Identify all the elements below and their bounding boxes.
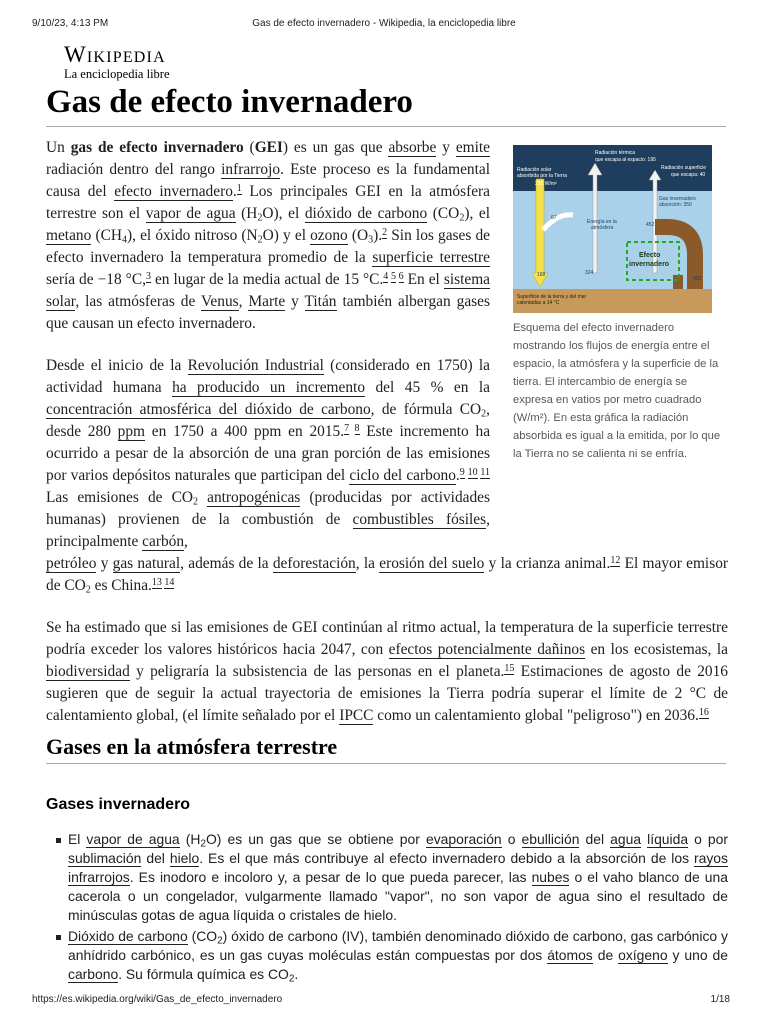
ref-6[interactable]: 6 [398,271,404,282]
link-hielo[interactable]: hielo [169,850,200,866]
ref-5[interactable]: 5 [390,271,396,282]
print-datetime: 9/10/23, 4:13 PM [32,18,109,29]
diagram-label-efecto1: Efecto [639,252,661,259]
diagram-label-suelo2: calentadas a 14 °C [517,300,560,306]
link-emite[interactable]: emite [455,139,490,156]
ref-2[interactable]: 2 [382,227,388,238]
diagram-label-energia1: Energía en la [587,219,617,225]
link-oxigeno[interactable]: oxígeno [618,947,668,963]
diagram-value-168: 168 [537,272,546,278]
ref-3[interactable]: 3 [145,271,151,282]
diagram-label-termica2: que escapa al espacio: 195 [595,157,656,163]
diagram-label-termica: Radiación térmica [595,150,636,156]
diagram-label-solar2: absorbida por la Tierra [517,173,568,179]
print-url: https://es.wikipedia.org/wiki/Gas_de_efecto_invernadero [32,994,283,1005]
link-carbon[interactable]: carbón [142,533,185,550]
link-metano[interactable]: metano [46,227,92,244]
link-ha-producido-un-incremento[interactable]: ha producido un incremento [172,379,366,396]
ref-4[interactable]: 4 [383,271,389,282]
link-petroleo[interactable]: petróleo [46,555,97,572]
link-venus[interactable]: Venus [201,293,239,310]
link-antropogenicas[interactable]: antropogénicas [207,489,301,506]
diagram-value-492: 492 [693,276,702,282]
ref-15[interactable]: 15 [504,663,515,674]
ref-10[interactable]: 10 [467,467,478,478]
link-evaporacion[interactable]: evaporación [425,831,502,847]
link-deforestacion[interactable]: deforestación [272,555,356,572]
link-gas-natural[interactable]: gas natural [112,555,181,572]
diagram-label-suelo1: Superficie de la tierra y del mar [517,294,587,300]
link-ebullicion[interactable]: ebullición [521,831,580,847]
figure-caption: Esquema del efecto invernadero mostrando los flujos de energía entre el espacio, la atmósfera y la superficie de la tierra. El intercambio de energía se expresa en vatios por metro cuadrado (W/m²). En esta gráfica la radiación absorbida es igual a la emitida, por lo que la Tierra no se calienta ni se enfría. [513,322,721,460]
diagram-label-superficie1: Radiación superficie [661,165,707,171]
link-sistema-solar[interactable]: sistema solar [46,271,490,310]
gases-list [46,830,728,984]
link-titan[interactable]: Titán [304,293,337,310]
ref-9[interactable]: 9 [459,467,465,478]
diagram-value-324: 324 [585,270,594,276]
link-rayos-infrarrojos[interactable]: rayos infrarrojos [68,850,728,885]
ref-8[interactable]: 8 [354,423,360,434]
diagram-label-gases1: Gas invernadero [659,196,696,202]
diagram-label-solar1: Radiación solar [517,167,552,173]
link-vapor-de-agua-2[interactable]: vapor de agua [86,831,180,847]
wikipedia-logo[interactable] [64,43,170,81]
diagram-label-solar3: 235 W/m² [535,181,557,187]
link-revolucion-industrial[interactable]: Revolución Industrial [187,357,324,374]
intro-paragraph-2-continued: petróleo y gas natural, además de la deforestación, la erosión del suelo y la crianza animal.$^{12}$ El mayor emisor de $CO_2$ es China.$^{13 14}$ [46,555,729,596]
print-page-number: 1/18 [710,994,730,1005]
intro-paragraph-2: Desde el inicio de la Revolución Industrial (considerado en 1750) la actividad humana ha producido un incremento del 45 % en la concentración atmosférica del dióxido de carbono, de fórmula $CO_2$, desde 280 ppm en 1750 a 400 ppm en 2015.$^{7 8}$ Este incremento ha ocurrido a pesar de la absorción de una gran porción de las emisiones por varios depósitos naturales que participan del ciclo del carbono.$^{9 10 11}$ Las emisiones de $CO_2$ antropogénicas (producidas por actividades humanas) provienen de la combustión de combustibles fósiles, principalmente carbón, [46,357,491,550]
diagram-value-452: 452 [646,222,655,228]
link-nubes[interactable]: nubes [531,869,570,885]
diagram-value-67: 67 [551,215,557,221]
ref-7[interactable]: 7 [344,423,350,434]
print-doc-title: Gas de efecto invernadero - Wikipedia, la enciclopedia libre [252,18,516,29]
link-biodiversidad[interactable]: biodiversidad [46,663,130,680]
intro-paragraph-1: Un gas de efecto invernadero (GEI) es un gas que absorbe y emite radiación dentro del rango infrarrojo. Este proceso es la fundamental causa del efecto invernadero.$^1$ Los principales GEI en la atmósfera terrestre son el vapor de agua $(H_2O)$, el dióxido de carbono $(CO_2)$, el metano $(CH_4)$, el óxido nitroso $(N_2O)$ y el ozono $(O_3).^2$ Sin los gases de efecto invernadero la temperatura promedio de la superficie terrestre sería de −18 °C,$^3$ en lugar de la media actual de 15 °C.$^{4 5 6}$ En el sistema solar, las atmósferas de Venus, Marte y Titán también albergan gases que causan un efecto invernadero. [46,139,491,332]
link-vapor-de-agua[interactable]: vapor de agua [145,205,236,222]
link-dioxido-de-carbono[interactable]: dióxido de carbono [304,205,428,222]
link-carbono[interactable]: carbono [68,966,119,982]
page-title: Gas de efecto invernadero [46,80,726,127]
link-efectos-potencialmente-daninos[interactable]: efectos potencialmente dañinos [388,641,586,658]
section-heading: Gases en la atmósfera terrestre [46,733,726,764]
link-ozono[interactable]: ozono [310,227,348,244]
diagram-label-superficie2: que escapa: 40 [671,172,706,178]
link-absorbe[interactable]: absorbe [388,139,437,156]
link-concentracion-atmosferica[interactable]: concentración atmosférica del dióxido de carbono [46,401,371,418]
ref-13[interactable]: 13 [151,577,162,588]
article-body [46,137,728,727]
diagram-label-energia2: atmósfera [591,225,614,231]
link-marte[interactable]: Marte [248,293,286,310]
link-dioxido-de-carbono-2[interactable]: Dióxido de carbono [68,928,188,944]
link-superficie-terrestre[interactable]: superficie terrestre [372,249,491,266]
logo-wordmark: Wikipedia [64,42,166,67]
link-liquida[interactable]: líquida [647,831,689,847]
link-sublimacion[interactable]: sublimación [68,850,142,866]
link-combustibles-fosiles[interactable]: combustibles fósiles [352,511,487,528]
link-atomos[interactable]: átomos [547,947,593,963]
diagram-label-gases2: absorción: 350 [659,202,692,208]
link-ciclo-del-carbono[interactable]: ciclo del carbono [349,467,456,484]
link-ppm[interactable]: ppm [117,423,146,440]
logo-tagline: La enciclopedia libre [64,67,170,81]
link-erosion-del-suelo[interactable]: erosión del suelo [379,555,485,572]
link-efecto-invernadero[interactable]: efecto invernadero [114,183,233,200]
ref-14[interactable]: 14 [164,577,175,588]
link-infrarrojo[interactable]: infrarrojo [221,161,281,178]
link-ipcc[interactable]: IPCC [339,707,374,724]
ref-1[interactable]: 1 [236,183,242,194]
link-agua[interactable]: agua [610,831,642,847]
list-item-dioxido-de-carbono: Dióxido de carbono $(CO_2)$ óxido de carbono (IV), también denominado dióxido de carbono, gas carbónico y anhídrido carbónico, es un gas cuyas moléculas están compuestas por dos átomos de oxígeno y uno de carbono. Su fórmula química es $CO_2$. [46,927,728,984]
ref-11[interactable]: 11 [480,467,491,478]
ref-12[interactable]: 12 [610,555,621,566]
intro-paragraph-3: Se ha estimado que si las emisiones de GEI continúan al ritmo actual, la temperatura de la superficie terrestre podría exceder los valores históricos hacia 2047, con efectos potencialmente dañinos en los ecosistemas, la biodiversidad y peligraría la subsistencia de las personas en el planeta.$^{15}$ Estimaciones de agosto de 2016 sugieren que de seguir la actual trayectoria de emisiones la Tierra podría superar el límite de 2 °C de calentamiento global, (el límite señalado por el IPCC como un calentamiento global "peligroso") en 2036.16 [46,619,728,724]
list-item-vapor-de-agua: El vapor de agua $(H_2O)$ es un gas que se obtiene por evaporación o ebullición del agua líquida o por sublimación del hielo. Es el que más contribuye al efecto invernadero debido a la absorción de los rayos infrarrojos. Es inodoro e incoloro y, a pesar de lo que pueda parecer, las nubes o el vaho blanco de una cacerola o un congelador, vulgarmente llamado "vapor", no son vapor de agua sino el resultado de minúsculas gotas de agua líquida o cristales de hielo. [46,830,728,925]
subsection-heading: Gases invernadero [46,796,191,813]
ref-16[interactable]: 16 [698,707,709,718]
diagram-label-efecto2: invernadero [629,261,670,268]
